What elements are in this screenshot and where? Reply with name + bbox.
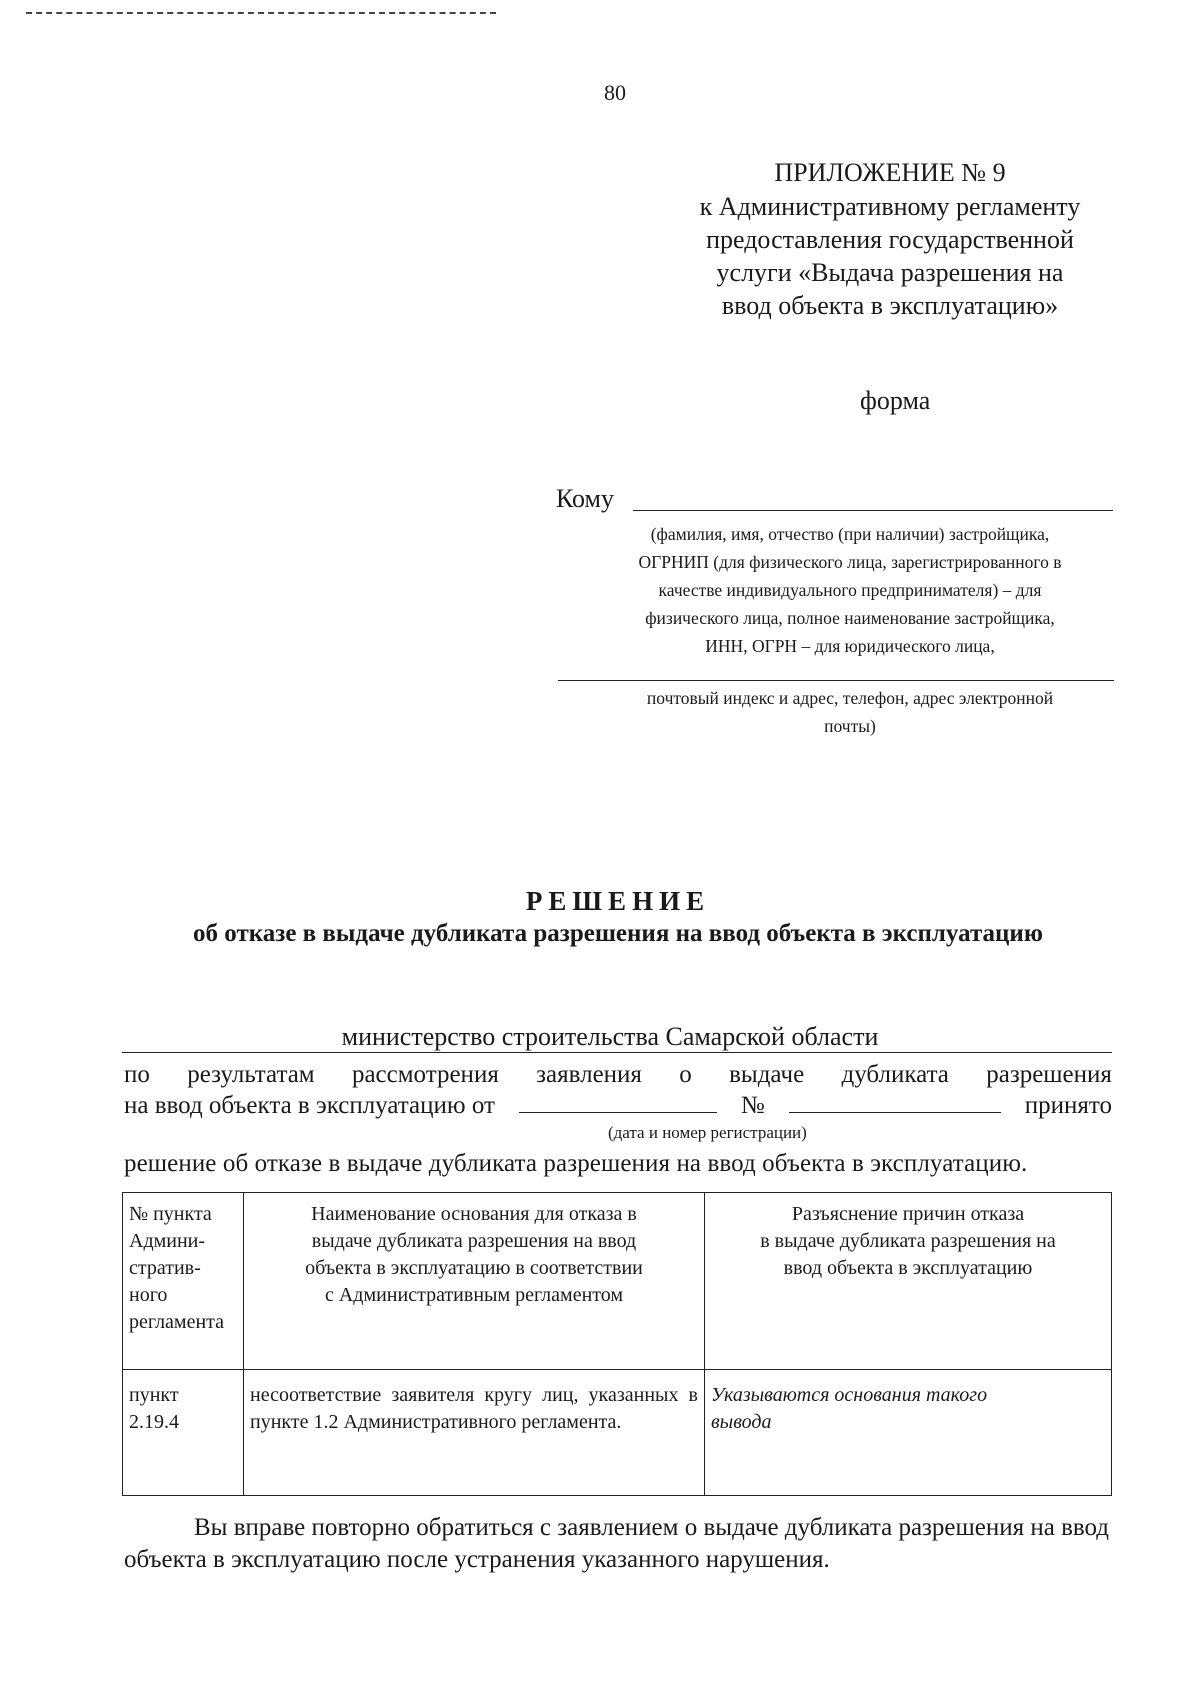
body-line-2 [124, 1091, 1112, 1121]
row-point-line: 2.19.4 [129, 1411, 179, 1433]
header-reason-line: объекта в эксплуатацию в соответствии [305, 1257, 643, 1279]
body-word: дубликата [841, 1061, 949, 1088]
row-point [123, 1370, 244, 1496]
header-point-line: Админи- [129, 1230, 206, 1252]
header-point-line: стратив- [129, 1257, 201, 1279]
ministry-name: министерство строительства Самарской области [341, 1022, 879, 1051]
address-hint-line: почты) [824, 716, 876, 736]
header-explanation-line: ввод объекта в эксплуатацию [783, 1257, 1033, 1279]
header-reason-line: Наименование основания для отказа в [311, 1203, 637, 1225]
body-word: по [124, 1061, 150, 1088]
address-field-line[interactable] [558, 680, 1114, 681]
recipient-hint-line: ОГРНИП (для физического лица, зарегистрированного в [638, 552, 1062, 572]
registration-date-field[interactable] [519, 1092, 717, 1113]
header-explanation-line: Разъяснение причин отказа [791, 1203, 1025, 1225]
decision-subtitle: об отказе в выдаче дубликата разрешения на ввод объекта в эксплуатацию [193, 920, 1043, 947]
appendix-line: услуги «Выдача разрешения на [716, 258, 1064, 287]
header-reason-line: выдаче дубликата разрешения на ввод [311, 1230, 637, 1252]
number-sign: № [740, 1092, 765, 1119]
final-paragraph-text: Вы вправе повторно обратиться с заявлением о выдаче дубликата разрешения на ввод объекта в эксплуатацию после устранения указанного нарушения. [124, 1514, 1110, 1573]
form-label: форма [860, 386, 931, 415]
row-reason: несоответствие заявителя кругу лиц, указанных в пункте 1.2 Административного регламента. [244, 1370, 705, 1496]
address-hint [600, 684, 1100, 740]
refusal-table [122, 1192, 1112, 1496]
body-word: выдаче [729, 1061, 805, 1088]
appendix-line: ввод объекта в эксплуатацию» [721, 291, 1059, 320]
appendix-title: ПРИЛОЖЕНИЕ № 9 [774, 158, 1006, 187]
header-point-line: ного [129, 1284, 168, 1306]
body-word: рассмотрения [351, 1061, 499, 1088]
body-word: заявления [536, 1061, 642, 1088]
final-paragraph [124, 1512, 1114, 1576]
body-word: результатам [187, 1061, 315, 1088]
recipient-hint-line: ИНН, ОГРН – для юридического лица, [705, 636, 995, 656]
appendix-line: к Административному регламенту [699, 192, 1081, 221]
table-header-row [123, 1193, 1112, 1370]
decision-title: РЕШЕНИЕ [525, 886, 711, 916]
row-point-line: пункт [129, 1384, 179, 1406]
registration-hint: (дата и номер регистрации) [608, 1123, 807, 1142]
address-hint-line: почтовый индекс и адрес, телефон, адрес электронной [646, 688, 1054, 708]
header-point-line: № пункта [129, 1203, 212, 1225]
header-explanation-line: в выдаче дубликата разрешения на [760, 1230, 1056, 1252]
header-point-line: регламента [129, 1311, 225, 1333]
body-line-3: решение об отказе в выдаче дубликата разрешения на ввод объекта в эксплуатацию. [124, 1150, 1028, 1177]
row-explanation-line: Указываются основания такого [711, 1384, 988, 1406]
row-explanation-line: вывода [711, 1411, 772, 1433]
header-explanation [705, 1193, 1112, 1370]
registration-number-field[interactable] [789, 1092, 1001, 1113]
appendix-line: предоставления государственной [706, 225, 1074, 254]
recipient-label: Кому [556, 484, 615, 513]
body-line-2-end: принято [1024, 1092, 1112, 1119]
header-reason [244, 1193, 705, 1370]
recipient-hint [580, 520, 1120, 660]
table-row [123, 1370, 1112, 1496]
recipient-hint-line: качестве индивидуального предпринимателя) – для [658, 580, 1042, 600]
page-number: 80 [604, 80, 626, 105]
header-point [123, 1193, 244, 1370]
recipient-hint-line: (фамилия, имя, отчество (при наличии) застройщика, [650, 524, 1050, 544]
scan-artifact-line [26, 12, 496, 14]
ministry-underline [122, 1052, 1112, 1053]
recipient-field-line[interactable] [633, 510, 1113, 511]
body-word: о [679, 1061, 692, 1088]
recipient-hint-line: физического лица, полное наименование застройщика, [645, 608, 1055, 628]
body-line-2-start: на ввод объекта в эксплуатацию от [124, 1092, 495, 1119]
body-word: разрешения [986, 1061, 1112, 1088]
header-reason-line: с Административным регламентом [324, 1284, 624, 1306]
row-explanation[interactable] [705, 1370, 1112, 1496]
body-line-1 [124, 1060, 1112, 1090]
